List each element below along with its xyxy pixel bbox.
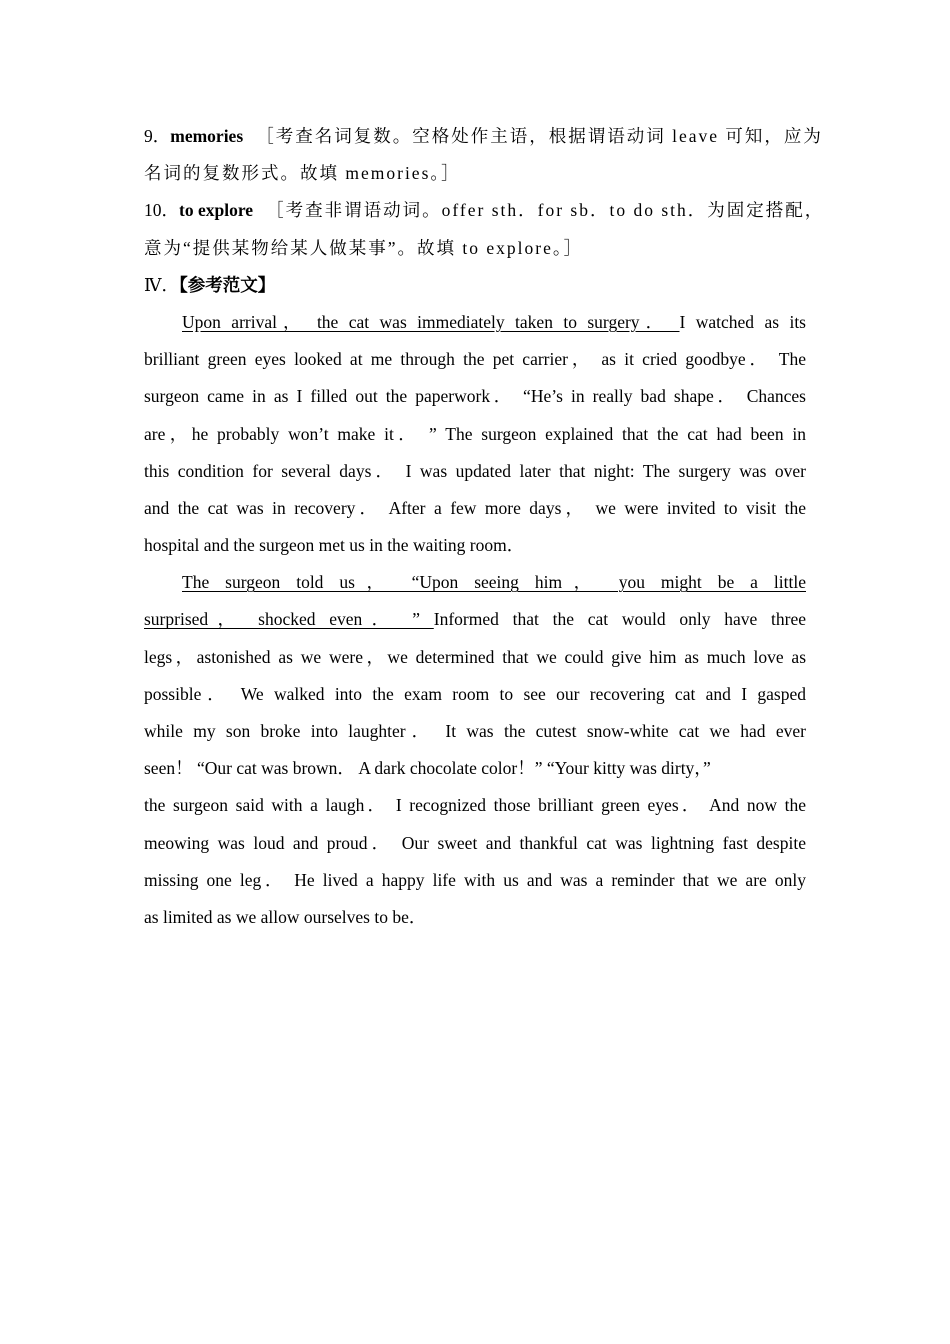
para-2-line-2-rest: Informed that the cat would only have three xyxy=(433,609,806,630)
item-10-explanation-line-1: ［考查非谓语动词。offer sth．for sb．to do sth．为固定搭配， xyxy=(266,200,825,221)
para-2-line-3: legs，astonished as we were，we determined that we could give him as much love as xyxy=(144,646,806,667)
section-title: 【参考范文】 xyxy=(178,274,276,295)
para-2-line-8: meowing was loud and proud． Our sweet and thankful cat was lightning fast despite xyxy=(144,832,806,853)
item-9-line-1 xyxy=(144,118,823,155)
section-numeral: Ⅳ． xyxy=(144,274,179,295)
item-10-number: 10． xyxy=(144,200,179,221)
item-10-answer: to explore xyxy=(179,200,254,221)
para-2-line-2 xyxy=(144,601,806,638)
document-page xyxy=(144,118,825,936)
para-2-line-6: seen！ “Our cat was brown． A dark chocolate color！” “Your kitty was dirty，” xyxy=(144,758,711,779)
para-1-line-1-rest: I watched as its xyxy=(679,311,806,332)
para-2-line-1 xyxy=(144,564,806,601)
para-2-line-5: while my son broke into laughter． It was the cutest snow-white cat we had ever xyxy=(144,721,806,741)
para-2-underlined-line-1: The surgeon told us， “Upon seeing him， you might be a little xyxy=(182,572,806,593)
para-2-line-10: as limited as we allow ourselves to be． xyxy=(144,906,427,927)
item-9-answer: memories xyxy=(170,126,244,146)
para-2-underlined-line-2: surprised， shocked even． ” xyxy=(144,609,434,630)
item-10-line-1 xyxy=(144,192,825,229)
para-2-line-9: missing one leg． He lived a happy life with us and was a reminder that we are only xyxy=(144,869,806,890)
item-9-explanation-line-1: ［考查名词复数。空格处作主语，根据谓语动词 leave 可知，应为 xyxy=(256,126,823,146)
para-1-line-5: this condition for several days． I was updated later that night: The surgery was over xyxy=(144,460,806,481)
para-1-line-1 xyxy=(144,304,806,341)
para-1-line-7: hospital and the surgeon met us in the waiting room． xyxy=(144,535,525,556)
para-1-line-2: brilliant green eyes looked at me through the pet carrier， as it cried goodbye． The xyxy=(144,349,806,370)
item-10-explanation-line-2: 意为“提供某物给某人做某事”。故填 to explore。］ xyxy=(144,237,584,258)
para-1-line-6: and the cat was in recovery． After a few more days， we were invited to visit the xyxy=(144,497,806,518)
para-1-underlined-sentence: Upon arrival， the cat was immediately taken to surgery． xyxy=(182,311,680,332)
item-9-number: 9． xyxy=(144,126,171,146)
section-heading xyxy=(144,267,806,304)
para-1-line-4: are，he probably won’t make it． ” The surgeon explained that the cat had been in xyxy=(144,423,806,444)
para-2-line-7: the surgeon said with a laugh． I recognized those brilliant green eyes． And now the xyxy=(144,795,806,816)
item-9-explanation-line-2: 名词的复数形式。故填 memories。］ xyxy=(144,163,461,184)
para-1-line-3: surgeon came in as I filled out the paperwork． “He’s in really bad shape． Chances xyxy=(144,386,806,407)
para-2-line-4: possible． We walked into the exam room to see our recovering cat and I gasped xyxy=(144,683,806,704)
